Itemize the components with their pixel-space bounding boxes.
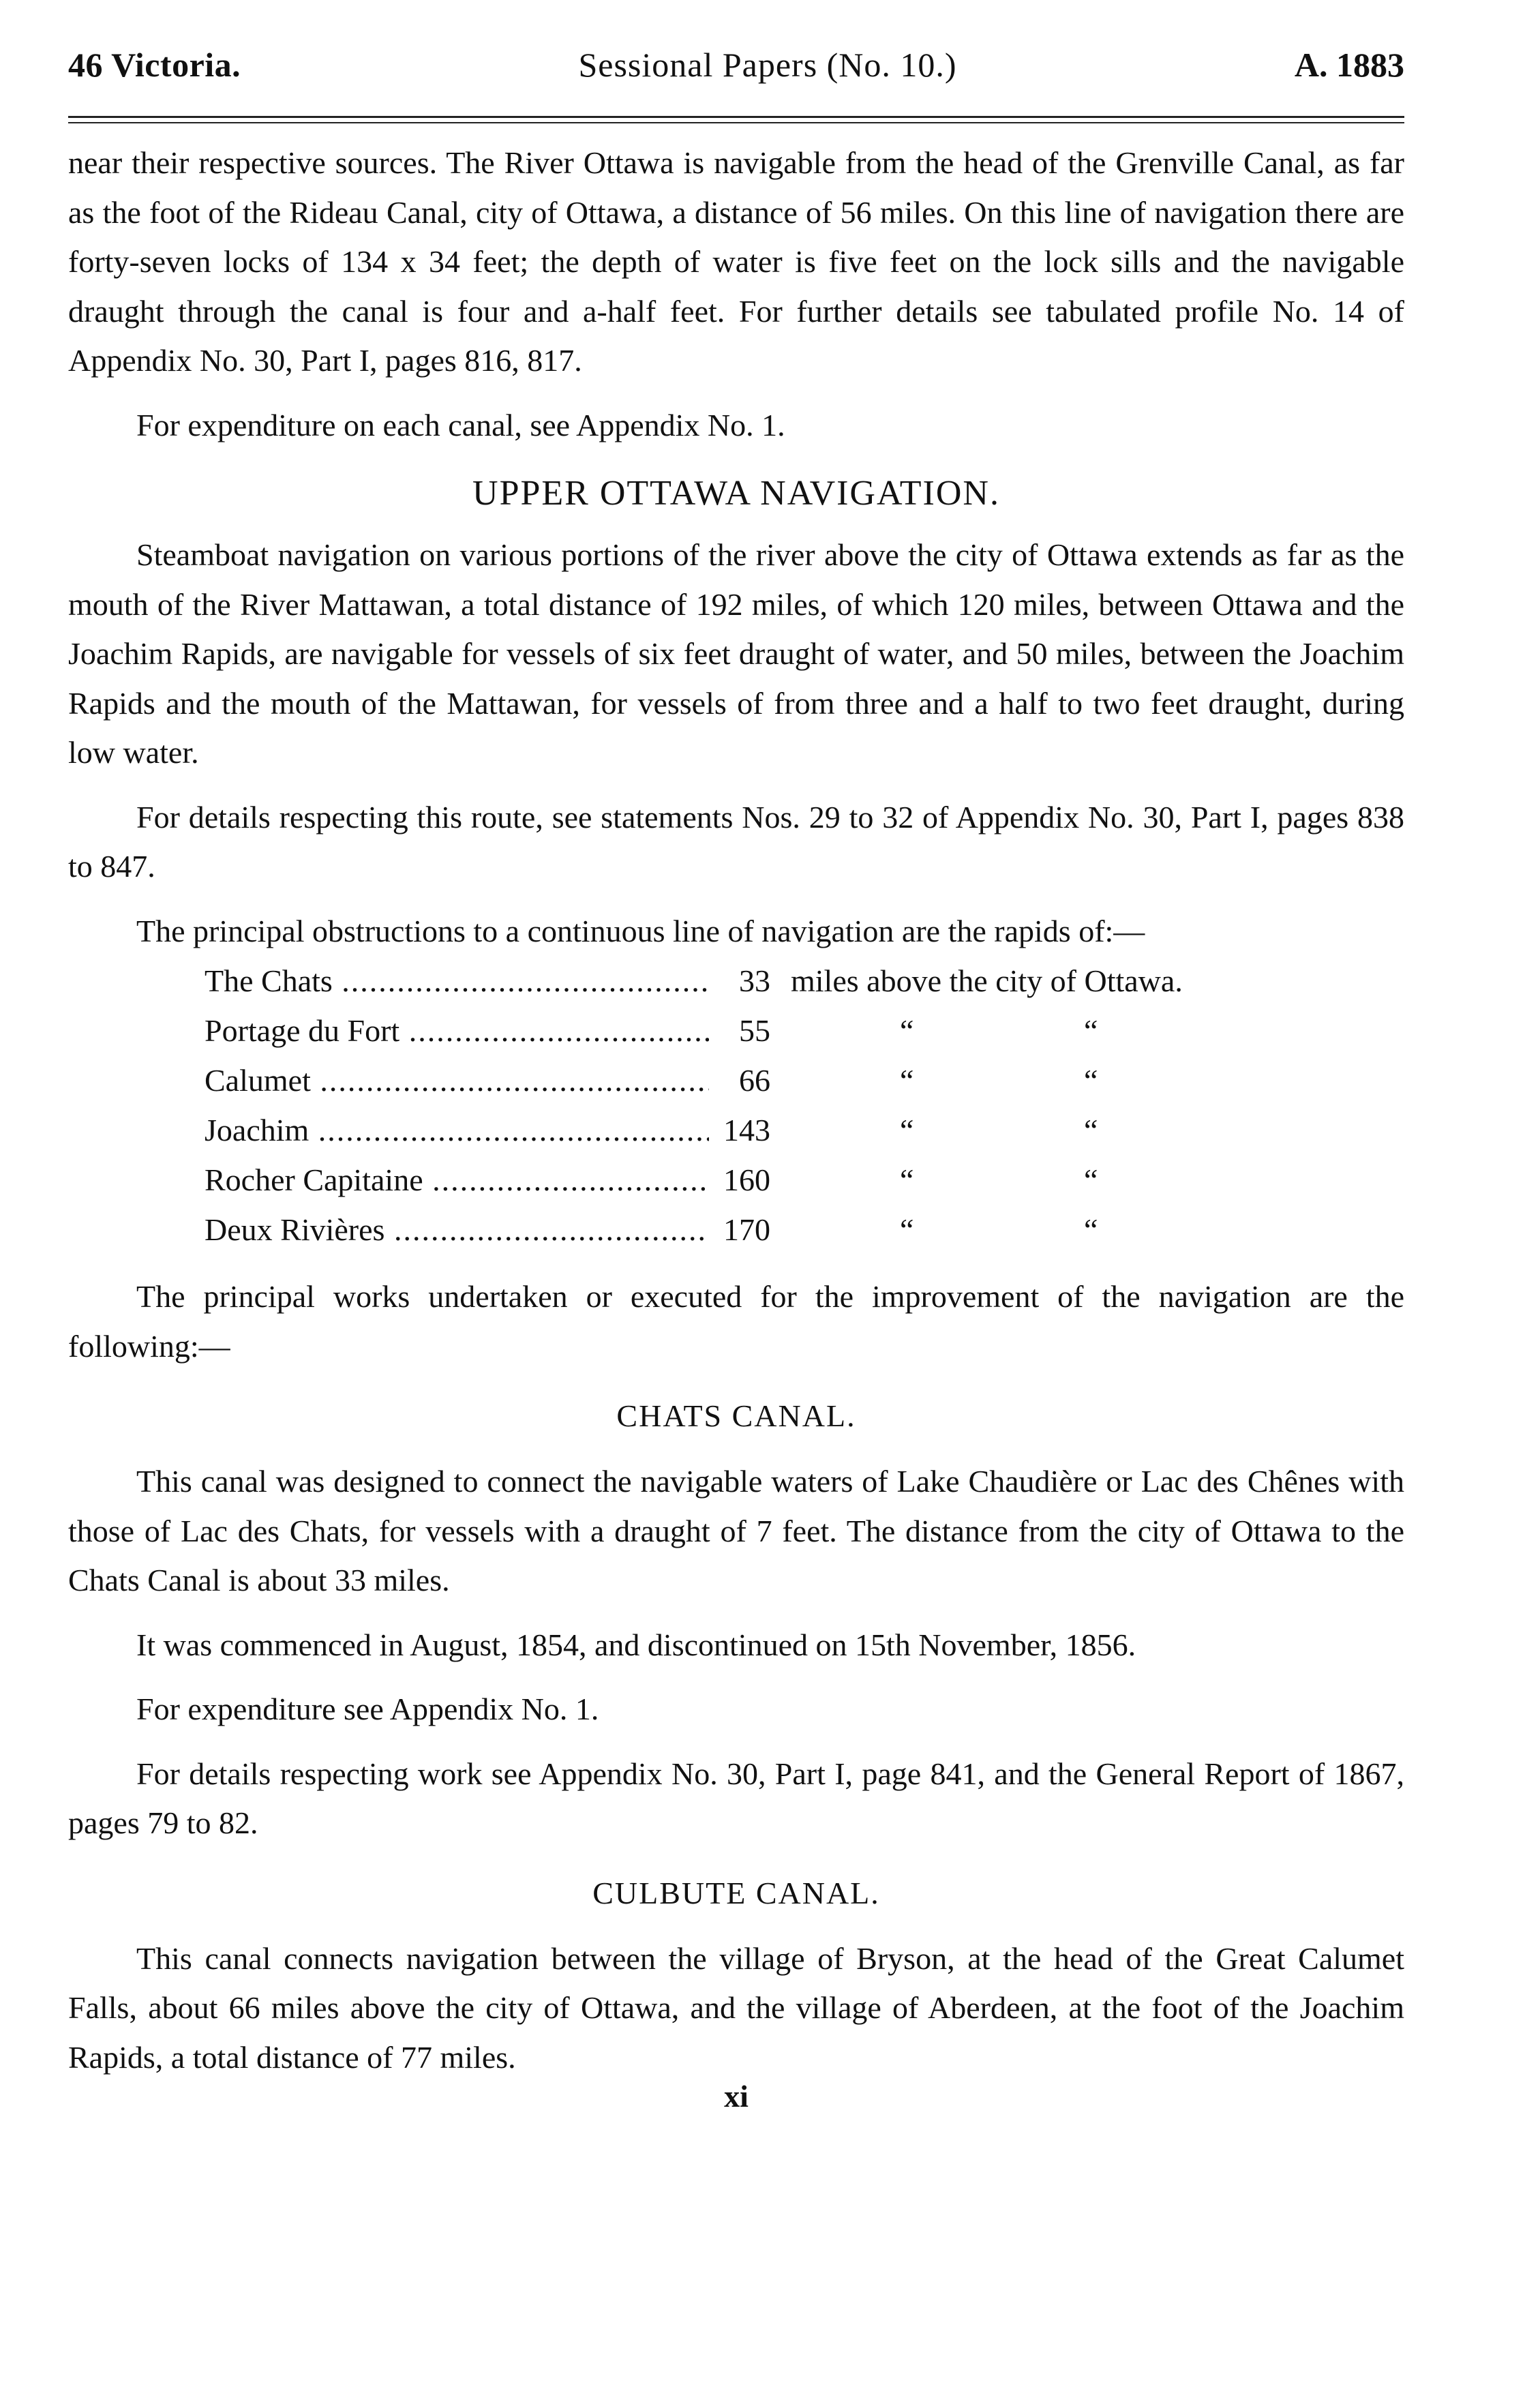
paragraph-culbute: This canal connects navigation between the village of Bryson, at the head of the Great Calumet Falls, about 66 miles above the city of Ottawa, and the village of Aberdeen, at the foot of the Joachim Rapids, a total distance of 77 miles. [68,1940,1404,2075]
paragraph-chats-details: For details respecting work see Appendix No. 30, Part I, page 841, and the General Report of 1867, pages 79 to 82. [68,1756,1404,1840]
body-text [68,138,1404,2082]
paragraph-expenditure: For expenditure on each canal, see Appendix No. 1. [136,407,785,442]
rapid-description: miles above the city of Ottawa. [791,963,1183,998]
rapid-name: Portage du Fort ..... [205,1006,709,1055]
rapid-row [205,1155,1404,1205]
header-title: Sessional Papers (No. 10.) [578,46,957,84]
header-rule [68,116,1404,123]
ditto-mark: “ [1084,1212,1098,1247]
ditto-mark: “ [900,1013,914,1048]
ditto-mark: “ [900,1113,914,1147]
heading-chats-canal: CHATS CANAL. [616,1398,856,1433]
header-session: 46 Victoria. [68,46,241,84]
running-head [68,27,1404,89]
paragraph-chats-expenditure: For expenditure see Appendix No. 1. [136,1692,599,1726]
rapid-miles: 160 [723,1162,770,1197]
paragraph-details-route: For details respecting this route, see statements Nos. 29 to 32 of Appendix No. 30, Part I, pages 838 to 847. [68,799,1404,884]
rapid-miles: 33 [739,963,770,998]
ditto-mark: “ [1084,1013,1098,1048]
header-year: A. 1883 [1294,46,1404,84]
rapid-name: Rocher Capitaine ..... [205,1155,709,1205]
paragraph-chats-design: This canal was designed to connect the navigable waters of Lake Chaudière or Lac des Chênes with those of Lac des Chats, for vessels with a draught of 7 feet. The distance from the city of Ottawa to the Chats Canal is about 33 miles. [68,1464,1404,1597]
rapid-row [205,1055,1404,1105]
rapids-list [68,956,1404,1254]
page [68,27,1404,2114]
ditto-mark: “ [1084,1113,1098,1147]
ditto-mark: “ [900,1212,914,1247]
rapid-miles: 170 [723,1212,770,1247]
rapid-row [205,956,1404,1006]
rapid-row [205,1105,1404,1155]
rapid-miles: 143 [723,1113,770,1147]
rapid-row [205,1006,1404,1055]
paragraph-steamboat: Steamboat navigation on various portions of the river above the city of Ottawa extends as far as the mouth of the River Mattawan, a total distance of 192 miles, of which 120 miles, between Ottawa and the Joachim Rapids, are navigable for vessels of six feet draught of water, and 50 miles, between the Joachim Rapids and the mouth of the Mattawan, for vessels of from three and a half to two feet draught, during low water. [68,537,1404,770]
paragraph-principal-works: The principal works undertaken or executed for the improvement of the navigation are the following:— [68,1279,1404,1364]
rapid-row [205,1205,1404,1254]
rapid-name: Calumet ..... [205,1055,709,1105]
heading-culbute-canal: CULBUTE CANAL. [592,1875,880,1910]
ditto-mark: “ [900,1162,914,1197]
rapid-name: The Chats ..... [205,956,709,1006]
ditto-mark: “ [900,1063,914,1098]
rapid-name: Joachim ..... [205,1105,709,1155]
ditto-mark: “ [1084,1063,1098,1098]
rapid-miles: 66 [739,1063,770,1098]
ditto-mark: “ [1084,1162,1098,1197]
page-number: xi [724,2079,749,2114]
rapid-name: Deux Rivières ..... [205,1205,709,1254]
paragraph-continuation: near their respective sources. The River Ottawa is navigable from the head of the Grenville Canal, as far as the foot of the Rideau Canal, city of Ottawa, a distance of 56 miles. On this line of navigation there are forty-seven locks of 134 x 34 feet; the depth of water is five feet on the lock sills and the navigable draught through the canal is four and a-half feet. For further details see tabulated profile No. 14 of Appendix No. 30, Part I, pages 816, 817. [68,145,1404,378]
paragraph-chats-commenced: It was commenced in August, 1854, and discontinued on 15th November, 1856. [136,1627,1136,1662]
heading-upper-ottawa: UPPER OTTAWA NAVIGATION. [472,474,1000,513]
rapid-miles: 55 [739,1013,770,1048]
paragraph-obstructions: The principal obstructions to a continuous line of navigation are the rapids of:— [136,913,1145,948]
